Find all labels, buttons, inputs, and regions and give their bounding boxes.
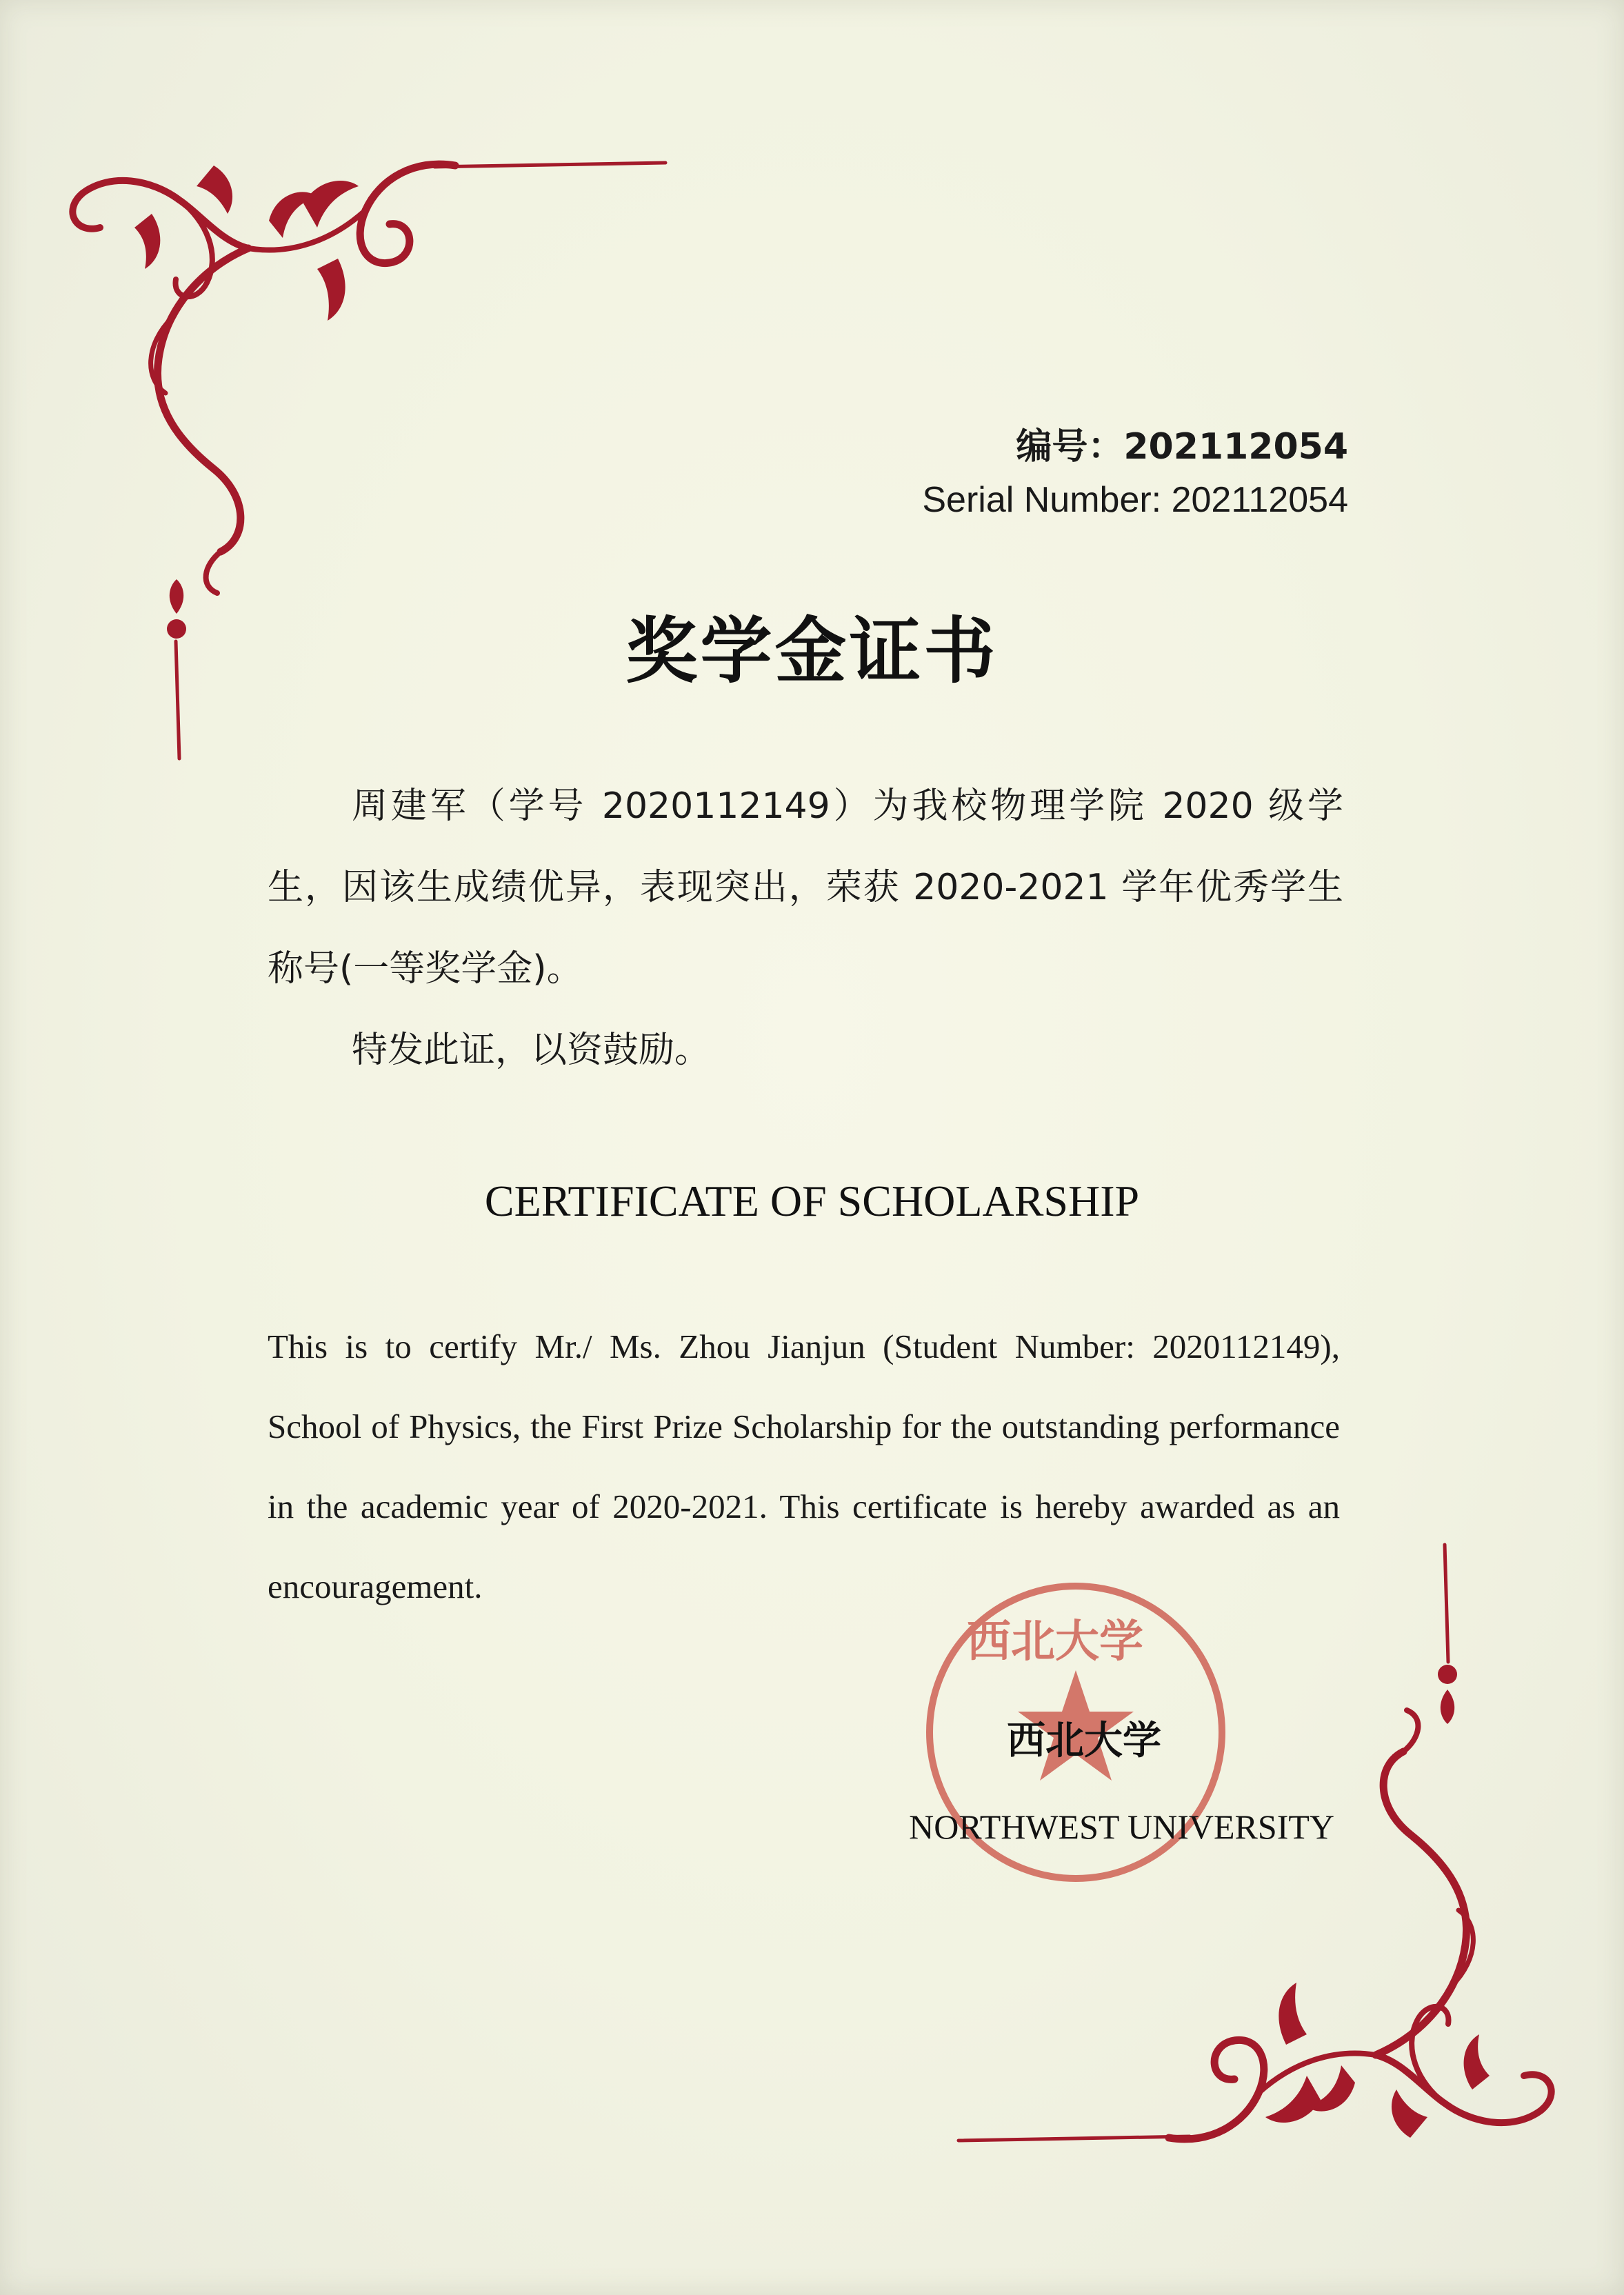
certificate-body-cn bbox=[268, 765, 1343, 1091]
body-cn-paragraph-2: 特发此证，以资鼓励。 bbox=[352, 1030, 711, 1071]
signature-en: NORTHWEST UNIVERSITY bbox=[909, 1807, 1334, 1846]
body-cn-paragraph-1: 周建军（学号 2020112149）为我校物理学院 2020 级学生，因该生成绩优异，表现突出，荣获 2020-2021 学年优秀学生称号(一等奖学金)。 bbox=[268, 785, 1343, 990]
seal-text: 西北大学 bbox=[967, 1616, 1143, 1667]
certificate-title-cn: 奖学金证书 bbox=[625, 608, 999, 693]
certificate-title-en: CERTIFICATE OF SCHOLARSHIP bbox=[484, 1176, 1140, 1225]
svg-text:西北大学 bbox=[967, 1616, 1143, 1667]
serial-number-cn: 编号：202112054 bbox=[1016, 426, 1348, 468]
certificate-body-en: This is to certify Mr./ Ms. Zhou Jianjun (Student Number: 2020112149), School of Physics, the First Prize Scholarship for the outstanding performance in the academic year of 2020-2021. This certificate is hereby awarded as an encouragement. bbox=[268, 1327, 1340, 1605]
signature-cn: 西北大学 bbox=[1007, 1718, 1161, 1763]
serial-number-en: Serial Number: 202112054 bbox=[922, 480, 1348, 520]
